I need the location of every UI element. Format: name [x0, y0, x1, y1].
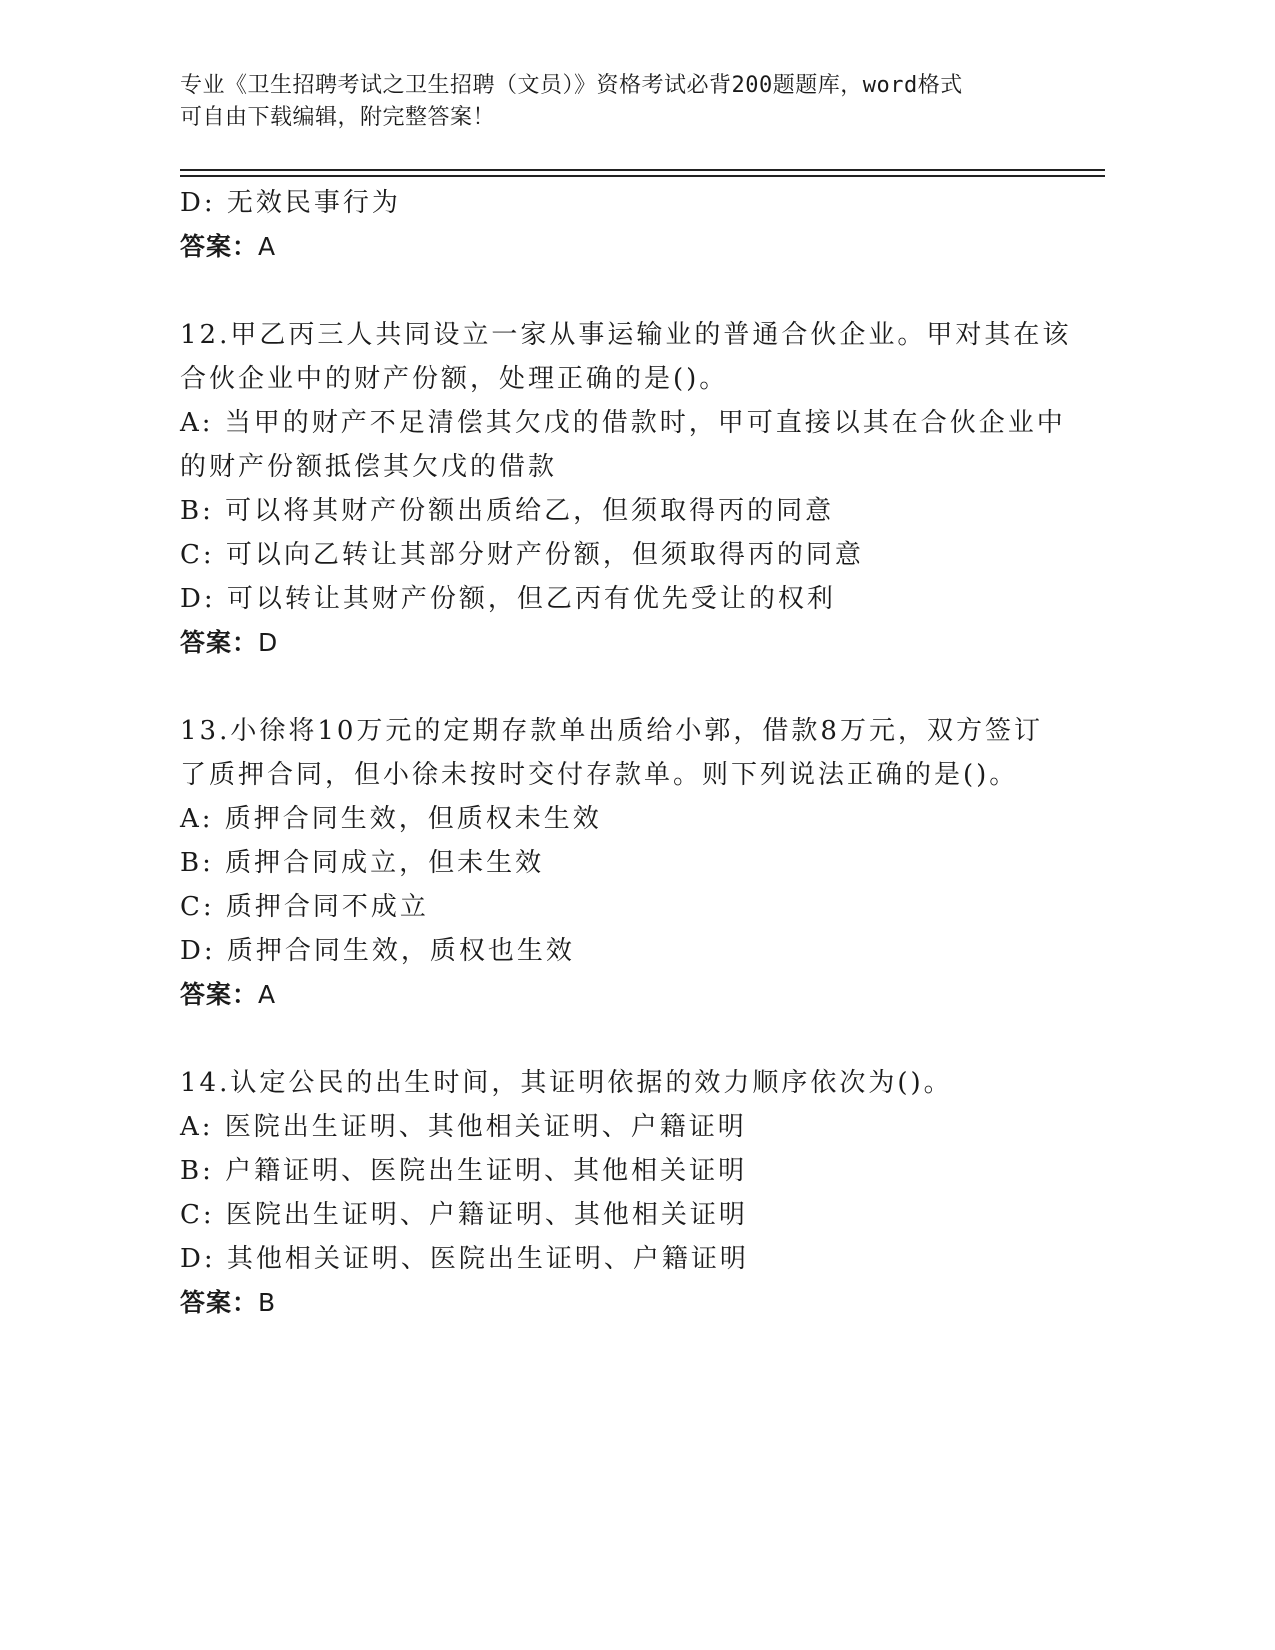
answer-value: D [258, 628, 279, 657]
document-header [180, 70, 1080, 134]
header-title-line-2: 可自由下载编辑，附完整答案！ [180, 105, 496, 130]
question-stem: 14.认定公民的出生时间，其证明依据的效力顺序依次为()。 [180, 1068, 953, 1098]
question-stem: 12.甲乙丙三人共同设立一家从事运输业的普通合伙企业。甲对其在该 [180, 320, 1072, 350]
question-13 [180, 709, 1060, 1017]
header-rule-top [180, 169, 1105, 171]
answer-label: 答案： [180, 1288, 259, 1317]
answer-line [180, 621, 1060, 665]
question-stem: 了质押合同，但小徐未按时交付存款单。则下列说法正确的是()。 [180, 760, 1019, 790]
question-12 [180, 313, 1072, 665]
answer-line [180, 973, 1060, 1017]
answer-value: A [258, 232, 277, 261]
answer-line [180, 225, 1060, 269]
question-14 [180, 1061, 1060, 1325]
option-a: A: 质押合同生效，但质权未生效 [180, 804, 602, 834]
option-b: B: 户籍证明、医院出生证明、其他相关证明 [180, 1156, 748, 1186]
option-c: C: 质押合同不成立 [180, 892, 429, 922]
spacer [180, 665, 1060, 709]
option-a: A: 当甲的财产不足清偿其欠戊的借款时，甲可直接以其在合伙企业中 [180, 408, 1066, 438]
answer-line [180, 1281, 1060, 1325]
spacer [180, 269, 1060, 313]
question-stem: 13.小徐将10万元的定期存款单出质给小郭，借款8万元，双方签订 [180, 716, 1043, 746]
option-c: C: 医院出生证明、户籍证明、其他相关证明 [180, 1200, 748, 1230]
answer-label: 答案： [180, 980, 259, 1009]
option-b: B: 质押合同成立，但未生效 [180, 848, 545, 878]
option-d: D: 可以转让其财产份额，但乙丙有优先受让的权利 [180, 584, 836, 614]
answer-value: A [258, 980, 277, 1009]
question-stem: 合伙企业中的财产份额，处理正确的是()。 [180, 364, 729, 394]
spacer [180, 1017, 1060, 1061]
option-c: C: 可以向乙转让其部分财产份额，但须取得丙的同意 [180, 540, 864, 570]
option-a: 的财产份额抵偿其欠戊的借款 [180, 452, 558, 482]
option-d: D: 无效民事行为 [180, 188, 401, 218]
document-body [180, 181, 1072, 1325]
option-d: D: 其他相关证明、医院出生证明、户籍证明 [180, 1244, 749, 1274]
option-b: B: 可以将其财产份额出质给乙，但须取得丙的同意 [180, 496, 835, 526]
option-a: A: 医院出生证明、其他相关证明、户籍证明 [180, 1112, 747, 1142]
answer-label: 答案： [180, 628, 259, 657]
answer-label: 答案： [180, 232, 259, 261]
header-rule-bottom [180, 175, 1105, 177]
option-d: D: 质押合同生效，质权也生效 [180, 936, 575, 966]
header-title-line-1: 专业《卫生招聘考试之卫生招聘（文员）》资格考试必背200题题库，word格式 [180, 73, 963, 98]
answer-value: B [258, 1288, 277, 1317]
